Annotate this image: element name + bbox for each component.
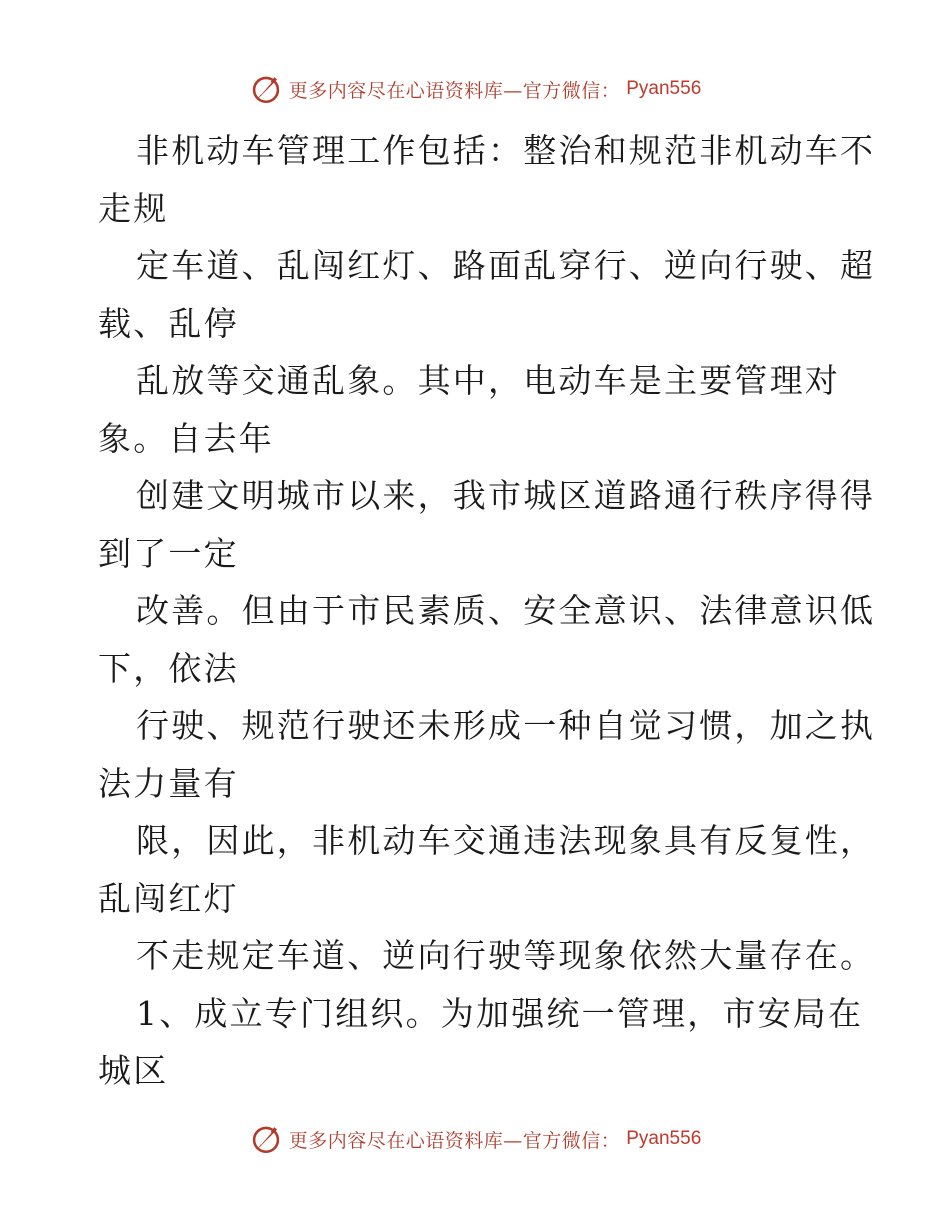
body-line: 定车道、乱闯红灯、路面乱穿行、逆向行驶、超 — [136, 246, 876, 285]
quill-pen-circle-icon — [249, 72, 283, 106]
body-line: 城区 — [98, 1051, 169, 1090]
body-line: 法力量有 — [98, 763, 239, 803]
body-line: 1、成立专门组织。为加强统一管理，市安局在 — [136, 993, 864, 1033]
quill-pen-circle-icon — [249, 1122, 283, 1156]
body-line: 限，因此，非机动车交通违法现象具有反复性， — [136, 821, 876, 860]
body-line: 走规 — [98, 188, 169, 228]
header-watermark — [0, 72, 950, 106]
body-line: 改善。但由于市民素质、安全意识、法律意识低 — [136, 591, 876, 630]
body-line: 象。自去年 — [98, 418, 274, 458]
body-line: 下，依法 — [98, 648, 239, 688]
body-line: 创建文明城市以来，我市城区道路通行秩序得得 — [136, 476, 876, 515]
body-line: 非机动车管理工作包括：整治和规范非机动车不 — [136, 131, 876, 170]
body-line: 载、乱停 — [98, 303, 239, 343]
body-line: 不走规定车道、逆向行驶等现象依然大量存在。 — [136, 936, 876, 975]
footer-watermark — [0, 1122, 950, 1156]
watermark-text: 更多内容尽在心语资料库—官方微信： — [288, 79, 621, 102]
body-line: 乱放等交通乱象。其中，电动车是主要管理对 — [136, 361, 840, 400]
document-body — [98, 122, 876, 1100]
watermark-text: 更多内容尽在心语资料库—官方微信： — [288, 1129, 621, 1152]
body-line: 行驶、规范行驶还未形成一种自觉习惯，加之执 — [136, 706, 876, 745]
body-line: 到了一定 — [98, 533, 239, 573]
body-line: 乱闯红灯 — [98, 878, 239, 918]
watermark-wechat-id: Pyan556 — [626, 1128, 702, 1149]
watermark-wechat-id: Pyan556 — [626, 78, 702, 99]
